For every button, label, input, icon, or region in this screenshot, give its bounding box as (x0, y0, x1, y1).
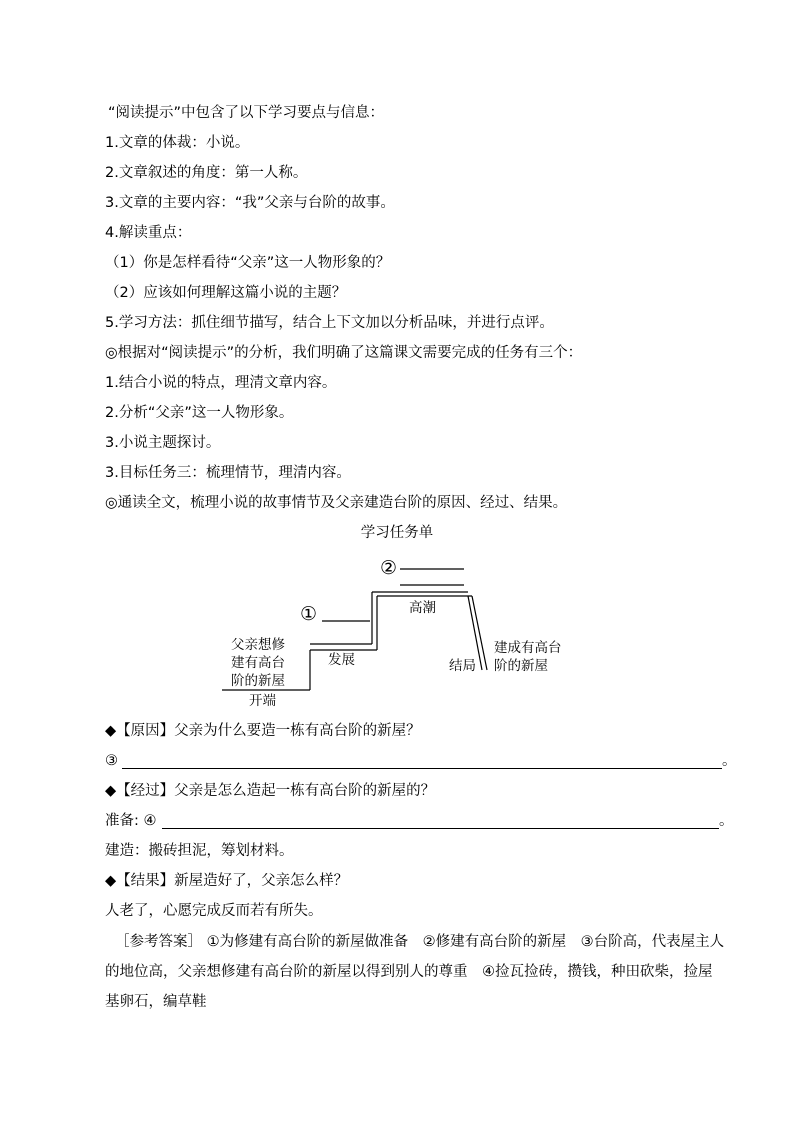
text-line: “阅读提示”中包含了以下学习要点与信息： (108, 105, 385, 121)
text-line: 4.解读重点： (105, 225, 192, 241)
text-line: 2.分析“父亲”这一人物形象。 (105, 405, 294, 421)
build-text: 建造：搬砖担泥，筹划材料。 (105, 843, 294, 859)
text-line: 3.小说主题探讨。 (105, 435, 221, 451)
result-text: 人老了，心愿完成反而若有所失。 (105, 903, 323, 919)
cause-blank-label: ③ (105, 753, 118, 769)
ending-text-2: 阶的新屋 (494, 658, 548, 674)
period: 。 (719, 813, 734, 829)
climax-label: 高潮 (409, 600, 436, 616)
cause-question: ◆【原因】父亲为什么要造一栋有高台阶的新屋？ (105, 723, 421, 739)
reference-answer: ［参考答案］ ①为修建有高台阶的新屋做准备 ②修建有高台阶的新屋 ③台阶高，代表屋主人的地位高，父亲想修建有高台阶的新屋以得到别人的尊重 ④捡瓦捡砖，攒钱，种田砍柴，捡屋基卵石，编草鞋 (105, 934, 725, 1010)
period: 。 (722, 753, 737, 769)
start-text-2: 建有高台 (231, 655, 285, 671)
text-line: 5.学习方法：抓住细节描写，结合上下文加以分析品味，并进行点评。 (105, 315, 554, 331)
process-question: ◆【经过】父亲是怎么造起一栋有高台阶的新屋的？ (105, 783, 436, 799)
develop-label: 发展 (328, 652, 355, 668)
circle-1-label: ① (300, 603, 318, 625)
text-line: 2.文章叙述的角度：第一人称。 (105, 165, 308, 181)
text-line: （1）你是怎样看待“父亲”这一人物形象的？ (105, 255, 391, 271)
text-line: 3.文章的主要内容：“我”父亲与台阶的故事。 (105, 195, 395, 211)
text-line: 1.结合小说的特点，理清文章内容。 (105, 375, 337, 391)
ending-label: 结局 (449, 658, 476, 674)
prep-label: 准备: ④ (105, 813, 157, 829)
cause-answer-line[interactable] (122, 768, 722, 769)
text-line: ◎通读全文，梳理小说的故事情节及父亲建造台阶的原因、经过、结果。 (105, 495, 568, 511)
start-label: 开端 (249, 693, 276, 709)
text-line: ◎根据对“阅读提示”的分析，我们明确了这篇课文需要完成的任务有三个： (105, 345, 583, 361)
plot-staircase-diagram (0, 550, 794, 710)
start-text-1: 父亲想修 (231, 637, 285, 653)
start-text-3: 阶的新屋 (231, 673, 285, 689)
circle-2-label: ② (380, 557, 398, 579)
prep-answer-line[interactable] (162, 828, 719, 829)
text-line: 1.文章的体裁：小说。 (105, 135, 250, 151)
ending-text-1: 建成有高台 (494, 640, 562, 656)
text-line: 3.目标任务三：梳理情节，理清内容。 (105, 465, 351, 481)
result-question: ◆【结果】新屋造好了，父亲怎么样？ (105, 873, 349, 889)
text-line: （2）应该如何理解这篇小说的主题？ (105, 285, 347, 301)
worksheet-title: 学习任务单 (360, 525, 434, 541)
